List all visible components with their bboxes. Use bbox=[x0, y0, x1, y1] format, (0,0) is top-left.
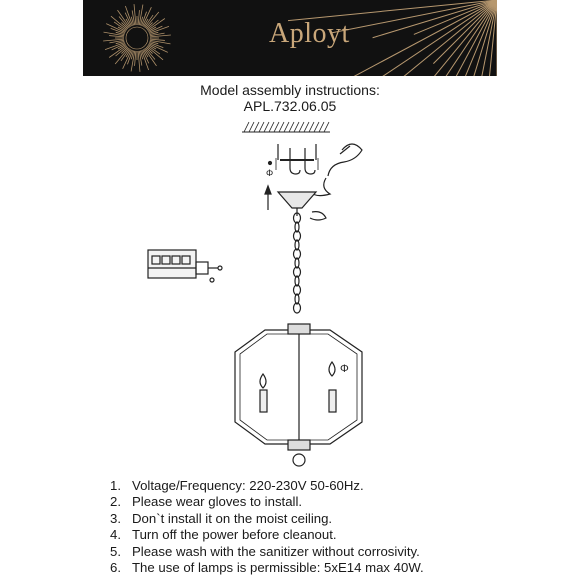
ceiling-hatch bbox=[242, 122, 330, 132]
instruction-item: 1. Voltage/Frequency: 220-230V 50-60Hz. bbox=[110, 478, 364, 493]
instruction-item: 3. Don`t install it on the moist ceiling. bbox=[110, 510, 333, 526]
page-title: Model assembly instructions: bbox=[200, 82, 380, 98]
svg-text:Φ: Φ bbox=[340, 363, 349, 375]
brand-logo: Aployt bbox=[269, 18, 350, 49]
svg-text:Φ: Φ bbox=[266, 168, 274, 178]
model-number: APL.732.06.05 bbox=[243, 98, 337, 114]
chain bbox=[294, 213, 301, 313]
canopy bbox=[278, 192, 326, 220]
assembly-diagram bbox=[130, 118, 450, 478]
instruction-item: 4. Turn off the power before cleanout. bbox=[110, 527, 337, 543]
instruction-item: 5. Please wash with the sanitizer without corrosivity. bbox=[110, 543, 420, 559]
instruction-item: 6. The use of lamps is permissible: 5xE14 max 40W. bbox=[110, 560, 424, 576]
up-arrow-icon bbox=[265, 186, 271, 210]
wiring-terminal-block bbox=[148, 250, 222, 282]
pendant-lamp-drawing bbox=[235, 324, 362, 466]
instruction-item: 2. Please wear gloves to install. bbox=[110, 494, 303, 510]
instruction-list bbox=[110, 478, 424, 576]
mounting-hook-icon bbox=[266, 144, 318, 178]
brand-banner bbox=[83, 0, 497, 76]
